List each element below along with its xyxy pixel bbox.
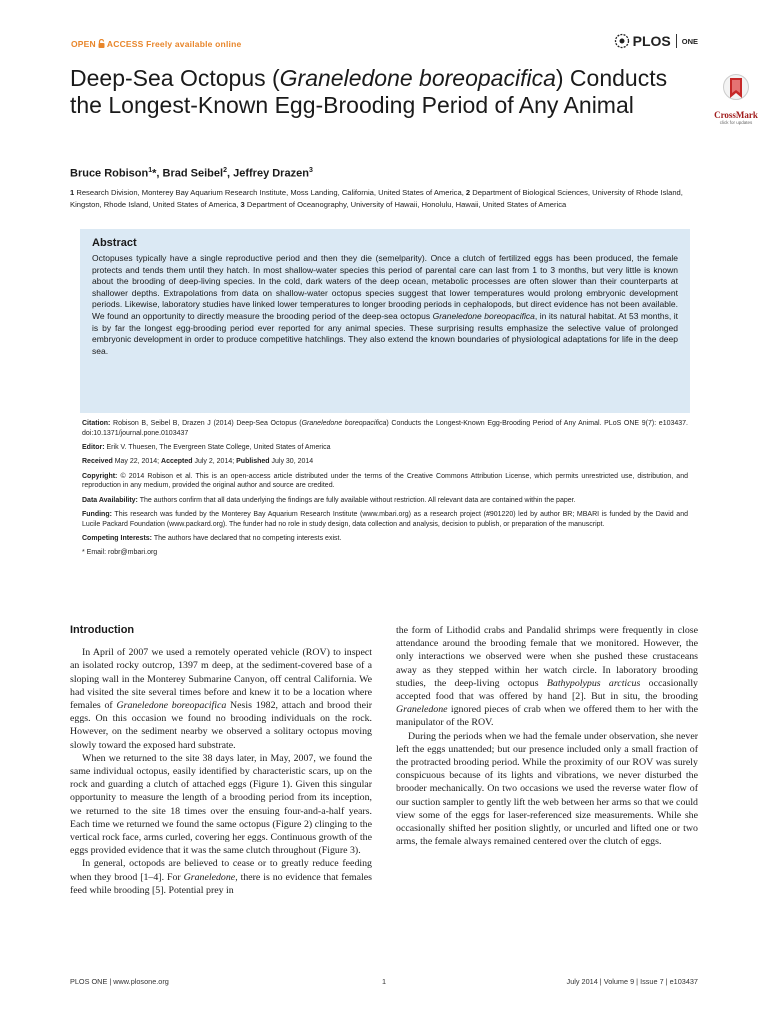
paragraph: In April of 2007 we used a remotely operated vehicle (ROV) to inspect an isolated rocky outcrop, 1397 m deep, at the sediment-covered base of a sloping wall in the Monterey Submarine Canyon, off central California. We had visited the site several times before and knew it to be a location where females of Graneledone boreopacifica Nesis 1982, attach and brood their eggs. On this occasion we found no brooding individuals on the rock. However, on the sediment nearby we observed a solitary octopus moving slowly toward the exposed hard substrate. [70, 647, 372, 751]
logo-divider [676, 34, 677, 48]
journal-name: PLOS [632, 33, 671, 49]
introduction-heading: Introduction [70, 624, 135, 636]
plos-logo-icon [614, 33, 630, 49]
article-title: Deep-Sea Octopus (Graneledone boreopacifica) Conducts the Longest-Known Egg-Brooding Period of Any Animal [70, 65, 668, 118]
title-species: Graneledone boreopacifica [279, 65, 556, 91]
abstract-text: Octopuses typically have a single reproductive period and then they die (semelparity). Once a clutch of fertilized eggs has been produced, the female protects and tends them until they hatch. In most shallow-water species this period of parental care can last from 1 to 3 months, but very little is known about the brooding of deep-living species. In the cold, dark waters of the deep ocean, metabolic processes are often slower than their counterparts at shallower depths. Extrapolations from data on shallow-water octopus species suggest that lower temperatures would prolong embryonic development periods. Likewise, laboratory studies have linked lower temperatures to longer brooding periods in cephalopods, but direct evidence has not been available. We found an opportunity to directly measure the brooding period of the deep-sea octopus Graneledone boreopacifica, in its natural habitat. At 53 months, it is by far the longest egg-brooding period ever reported for any animal species. These surprising results emphasize the selective value of prolonged embryonic development in order to produce competitive hatchlings. They also extend the known boundaries of physiological adaptations for life in the deep sea. [92, 253, 678, 356]
citation: Citation: Robison B, Seibel B, Drazen J (2014) Deep-Sea Octopus (Graneledone boreopacifica) Conducts the Longest-Known Egg-Brooding Period of Any Animal. PLoS ONE 9(7): e103437. doi:10.1371/journal.pone.0103437 [82, 420, 689, 437]
affiliations: 1 Research Division, Monterey Bay Aquarium Research Institute, Moss Landing, California, United States of America, 2 Department of Biological Sciences, University of Rhode Island, Kingston, Rhode Island, United States of America, 3 Department of Oceanography, University of Hawaii, Honolulu, Hawaii, United States of America [70, 188, 683, 209]
history-dates: Received May 22, 2014; Accepted July 2, 2014; Published July 30, 2014 [82, 458, 314, 466]
body-column-left [70, 624, 372, 897]
footer-issue-info: July 2014 | Volume 9 | Issue 7 | e103437 [566, 977, 698, 986]
open-access-banner [71, 39, 241, 50]
author-name: Bruce Robison [70, 167, 149, 180]
data-availability: Data Availability: The authors confirm that all data underlying the findings are fully available without restriction. All relevant data are contained within the paper. [82, 496, 576, 504]
paragraph: When we returned to the site 38 days later, in May, 2007, we found the same individual octopus, easily identified by characteristic scars, up on the rock and guarding a clutch of attached eggs (Figure 1). Given this singular opportunity to measure the length of a brooding period from its inception, we returned to the site 18 times over the ensuing four-and-a-half years. Each time we returned we found the same octopus (Figure 2) clinging to the vertical rock face, arms curled, covering her eggs. Continuous growth of the eggs provided evidence that it was the same clutch throughout (Figure 3). [70, 752, 372, 857]
body-column-right [396, 624, 698, 848]
contact-email[interactable]: * Email: robr@mbari.org [82, 549, 158, 557]
author-list: Bruce Robison$^1$*, Brad Seibel$^2$, Jeffrey Drazen$^3$ [70, 167, 313, 180]
paragraph: the form of Lithodid crabs and Pandalid shrimps were frequently in close attendance around the brooding female that we monitored. However, the only interactions we observed were when she pushed these crustaceans away as they stepped within her watch circle. In laboratory brooding studies, the deep-living octopus Bathypolypus arcticus occasionally accepted food that was offered by hand [2]. But in situ, the brooding Graneledone ignored pieces of crab when we offered them to her with the manipulator of the ROV. [396, 625, 698, 729]
copyright: Copyright: © 2014 Robison et al. This is an open-access article distributed under the terms of the Creative Commons Attribution License, which permits unrestricted use, distribution, and reproduction in any medium, provided the original author and source are credited. [82, 472, 688, 490]
abstract-heading: Abstract [92, 237, 137, 249]
paragraph: During the periods when we had the female under observation, she never left the eggs unattended; but our presence included only a small fraction of the protracted brooding period. While the proximity of our ROV was surely conspicuous because of its lights and vibrations, we never disturbed the brooder mechanically. On two occasions we used the reverse water flow of our suction sampler to gently lift the web between her arms so that we could view some of the eggs for laser-referenced size measurements. While she occasionally shifted her position slightly, or uncurled and lifted one or two arms, the female always remained centered over the clutch of eggs. [396, 730, 698, 848]
funding: Funding: This research was funded by the Monterey Bay Aquarium Research Institute (www.mbari.org) as a research project (#901220) led by author BR; MBARI is funded by the David and Lucile Packard Foundation (www.packard.org). The funder had no role in study design, data collection and analysis, decision to publish, or preparation of the manuscript. [82, 510, 688, 528]
page-number: 1 [382, 977, 387, 986]
journal-logo [614, 33, 698, 49]
footer-journal-url[interactable]: PLOS ONE | www.plosone.org [70, 977, 169, 986]
open-access-prefix: OPEN [71, 39, 96, 49]
competing-interests: Competing Interests: The authors have declared that no competing interests exist. [82, 534, 342, 542]
article-metadata [82, 419, 688, 562]
author-name: Brad Seibel [162, 167, 224, 180]
open-lock-icon [98, 39, 105, 50]
crossmark-label: CrossMark [714, 110, 758, 120]
abstract-box [80, 229, 690, 413]
editor: Editor: Erik V. Thuesen, The Evergreen State College, United States of America [82, 444, 331, 451]
open-access-text: ACCESS Freely available online [106, 39, 242, 49]
paragraph: In general, octopods are believed to cease or to greatly reduce feeding when they brood [1–4]. For Graneledone, there is no evidence that females feed while brooding [5]. Potential prey in [70, 858, 372, 896]
crossmark-badge[interactable] [706, 73, 766, 126]
crossmark-icon [722, 73, 750, 105]
journal-suffix: ONE [681, 36, 698, 46]
crossmark-sublabel: click for updates [719, 120, 753, 125]
author-name: Jeffrey Drazen [233, 167, 309, 180]
